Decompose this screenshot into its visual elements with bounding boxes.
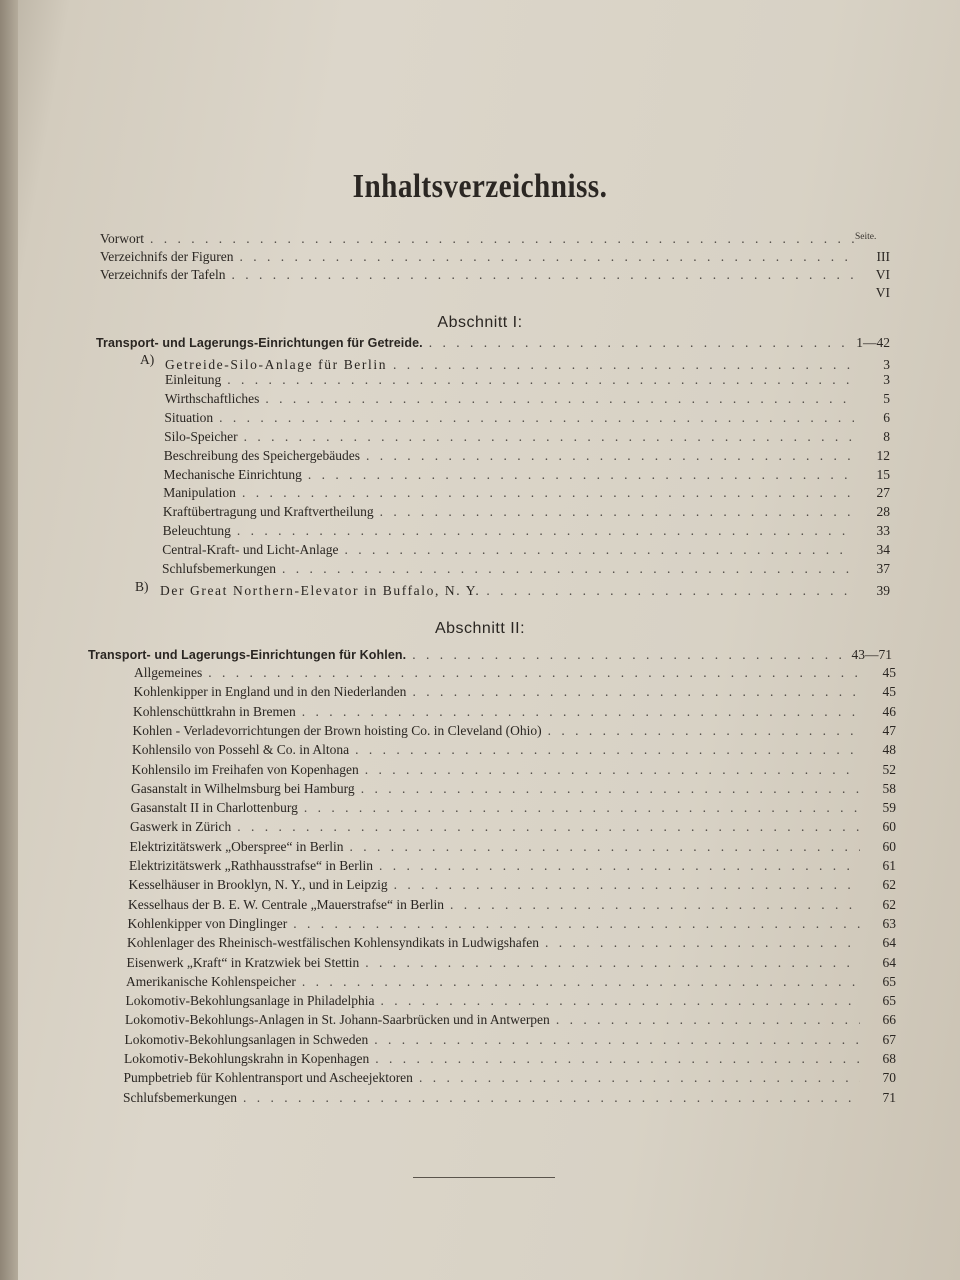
toc-entry-page: 58 [882, 780, 896, 796]
seite-label: Seite. [855, 232, 877, 242]
toc-entry-page: 71 [882, 1089, 896, 1105]
toc-entry-vorwort [100, 230, 890, 248]
toc-entry-page: 45 [882, 665, 896, 680]
toc-entry-page: VI [875, 267, 890, 282]
toc-entry [126, 992, 897, 1010]
toc-entry [162, 560, 890, 578]
toc-entry-page: 34 [876, 542, 890, 558]
toc-entry [133, 703, 896, 721]
leader-dots [412, 646, 845, 664]
toc-entry [132, 741, 896, 759]
toc-entry-page: 60 [882, 819, 896, 835]
toc-entry [126, 973, 896, 991]
toc-entry-label: Kraftübertragung und Kraftvertheilung [162, 504, 374, 520]
toc-entry-label: Einleitung [165, 372, 222, 387]
leader-dots [486, 582, 854, 600]
toc-entry-page: VI [875, 285, 890, 300]
leader-dots [302, 973, 860, 991]
closing-rule [413, 1177, 555, 1178]
leader-dots [227, 371, 854, 389]
leader-dots [361, 780, 860, 798]
toc-entry-label: Situation [164, 409, 214, 425]
leader-dots [450, 896, 860, 914]
toc-entry-tafeln-page [100, 284, 890, 302]
toc-entry-tafeln [100, 266, 890, 284]
leader-dots [304, 799, 860, 817]
toc-entry-label: Lokomotiv-Bekohlungsanlagen in Schweden [124, 1031, 369, 1047]
leader-dots [244, 428, 854, 446]
leader-dots [355, 741, 860, 759]
leader-dots [237, 818, 860, 836]
leader-dots [232, 266, 855, 284]
toc-entry-page: 33 [876, 523, 890, 539]
section-2-title: Transport- und Lagerungs-Einrichtungen für Kohlen. [88, 648, 407, 662]
toc-entry [128, 896, 896, 914]
toc-entry [127, 934, 896, 952]
leader-dots [375, 1050, 860, 1068]
toc-entry [130, 838, 897, 856]
toc-entry [134, 683, 897, 701]
leader-dots [548, 722, 860, 740]
toc-entry-page: 62 [882, 896, 896, 912]
toc-entry-label: Vorwort [100, 231, 145, 246]
leader-dots [374, 1031, 860, 1049]
toc-entry-label: Kesselhäuser in Brooklyn, N. Y., und in Leipzig [128, 877, 388, 893]
subsection-a-title: Getreide-Silo-Anlage für Berlin [165, 357, 388, 372]
toc-entry-page: 65 [882, 973, 896, 989]
leader-dots [242, 484, 854, 502]
leader-dots [282, 560, 854, 578]
section-heading-1: Abschnitt I: [437, 314, 523, 331]
section-1-title-row [96, 334, 890, 352]
toc-entry-page: 61 [882, 858, 896, 873]
toc-entry-label: Lokomotiv-Bekohlungsanlage in Philadelphia [125, 993, 375, 1009]
toc-entry-label: Lokomotiv-Bekohlungskrahn in Kopenhagen [124, 1051, 370, 1066]
leader-dots [379, 857, 860, 875]
leader-dots [380, 503, 854, 521]
toc-entry [125, 1031, 897, 1049]
leader-dots [293, 915, 860, 933]
subsection-b-marker: B) [135, 579, 149, 594]
toc-entry-label: Kesselhaus der B. E. W. Centrale „Mauerstrafse“ in Berlin [128, 896, 445, 912]
leader-dots [380, 992, 860, 1010]
toc-entry-page: 8 [883, 428, 890, 444]
toc-entry-page: 28 [876, 504, 890, 520]
toc-entry-label: Central-Kraft- und Licht-Anlage [162, 542, 339, 558]
toc-entry [133, 722, 897, 740]
leader-dots [545, 934, 860, 952]
toc-entry [134, 664, 896, 682]
toc-entry-page: 68 [882, 1051, 896, 1066]
toc-entry-label: Gasanstalt in Wilhelmsburg bei Hamburg [131, 780, 355, 796]
leader-dots [344, 541, 854, 559]
toc-entry [128, 915, 897, 933]
toc-entry-page: 65 [882, 993, 896, 1009]
toc-entry [163, 522, 890, 540]
leader-dots [150, 230, 854, 248]
toc-entry-label: Kohlenschüttkrahn in Bremen [133, 703, 296, 719]
toc-entry [123, 1089, 896, 1107]
toc-entry [164, 466, 891, 484]
toc-entry-page: 59 [882, 800, 896, 816]
toc-entry-label: Beleuchtung [162, 523, 231, 539]
toc-entry [164, 409, 890, 427]
toc-entry-page: 47 [882, 722, 896, 738]
toc-entry-label: Silo-Speicher [164, 428, 238, 444]
toc-entry [131, 780, 896, 798]
toc-entry-page: 45 [882, 684, 896, 700]
toc-entry-label: Wirthschaftliches [164, 390, 260, 406]
leader-dots [265, 390, 854, 408]
toc-entry-label: Verzeichnifs der Figuren [100, 249, 234, 264]
toc-entry-page: 67 [882, 1031, 896, 1047]
section-2-title-row [88, 646, 892, 664]
toc-entry-page: 64 [882, 935, 896, 951]
toc-entry-page: 52 [882, 761, 896, 777]
toc-entry-label: Schlufsbemerkungen [123, 1089, 237, 1105]
toc-entry-page: 70 [882, 1070, 896, 1086]
toc-entry-page: 60 [882, 838, 896, 854]
toc-entry [165, 390, 890, 408]
toc-entry-label: Schlufsbemerkungen [162, 561, 276, 576]
toc-entry-page: 3 [883, 372, 890, 387]
toc-entry-label: Kohlensilo von Possehl & Co. in Altona [132, 742, 350, 758]
toc-entry-label: Manipulation [163, 485, 236, 501]
toc-entry-page: 62 [882, 877, 896, 893]
toc-entry-page: 15 [876, 466, 890, 482]
toc-entry-label: Lokomotiv-Bekohlungs-Anlagen in St. Johann-Saarbrücken und in Antwerpen [125, 1012, 550, 1028]
leader-dots [366, 447, 854, 465]
toc-entry [127, 954, 897, 972]
toc-entry-label: Eisenwerk „Kraft“ in Kratzwiek bei Stettin [126, 954, 360, 970]
toc-entry-page: 37 [876, 561, 890, 576]
toc-entry-label: Gaswerk in Zürich [130, 819, 232, 835]
subsection-b-title: Der Great Northern-Elevator in Buffalo, N. Y. [160, 583, 481, 598]
leader-dots [394, 876, 860, 894]
toc-entry-label: Kohlen - Verladevorrichtungen der Brown hoisting Co. in Cleveland (Ohio) [132, 722, 542, 738]
page-binding-edge [0, 0, 18, 1280]
toc-entry [131, 799, 897, 817]
toc-entry-page: 46 [882, 703, 896, 719]
toc-entry-page: 64 [882, 954, 896, 970]
toc-entry-label: Allgemeines [134, 665, 203, 680]
toc-entry-figuren [100, 248, 890, 266]
toc-entry-label: Elektrizitätswerk „Oberspree“ in Berlin [129, 838, 344, 854]
leader-dots [556, 1011, 860, 1029]
toc-entry-page: 12 [876, 447, 890, 463]
leader-dots [237, 522, 854, 540]
toc-entry [130, 818, 896, 836]
leader-dots [302, 703, 860, 721]
subsection-a-marker: A) [140, 352, 155, 367]
toc-entry-label: Kohlenkipper von Dinglinger [127, 915, 288, 931]
toc-entry [129, 857, 896, 875]
toc-entry-label: Beschreibung des Speichergebäudes [163, 447, 360, 463]
toc-entry-page: III [876, 249, 890, 264]
toc-entry-page: 48 [882, 742, 896, 758]
toc-entry [164, 428, 890, 446]
leader-dots [365, 954, 860, 972]
leader-dots [239, 248, 854, 266]
toc-entry-label: Mechanische Einrichtung [163, 466, 302, 482]
toc-entry [163, 503, 890, 521]
toc-entry-label: Pumpbetrieb für Kohlentransport und Ascheejektoren [123, 1070, 413, 1086]
leader-dots [219, 409, 854, 427]
section-1-title: Transport- und Lagerungs-Einrichtungen für Getreide. [96, 336, 423, 350]
toc-entry-label: Kohlensilo im Freihafen von Kopenhagen [131, 761, 359, 777]
toc-entry-label: Gasanstalt II in Charlottenburg [130, 800, 298, 816]
toc-entry [165, 371, 890, 389]
toc-entry-label: Kohlenkipper in England und in den Niederlanden [133, 684, 407, 700]
toc-entry-page: 5 [883, 390, 890, 406]
subsection-b-row [160, 582, 890, 600]
toc-entry-page: 63 [882, 915, 896, 931]
toc-entry [163, 484, 890, 502]
toc-entry-page: 66 [882, 1012, 896, 1028]
leader-dots [429, 334, 851, 352]
leader-dots [350, 838, 860, 856]
toc-entry-label: Elektrizitätswerk „Rathhausstrafse“ in Berlin [129, 858, 374, 873]
leader-dots [243, 1089, 860, 1107]
page-title: Inhaltsverzeichniss. [352, 168, 608, 205]
leader-dots [419, 1069, 860, 1087]
toc-entry-page: 6 [883, 409, 890, 425]
toc-entry-label: Verzeichnifs der Tafeln [100, 267, 226, 282]
toc-entry [132, 761, 897, 779]
leader-dots [208, 664, 860, 682]
toc-entry [129, 876, 897, 894]
leader-dots [412, 683, 860, 701]
leader-dots [365, 761, 860, 779]
section-1-pages: 1—42 [856, 335, 890, 350]
toc-entry-page: 27 [876, 485, 890, 501]
leader-dots [308, 466, 854, 484]
toc-entry-label: Amerikanische Kohlenspeicher [126, 973, 296, 989]
toc-entry [164, 447, 890, 465]
subsection-a-page: 3 [883, 357, 890, 372]
section-2-pages: 43—71 [851, 647, 892, 662]
toc-entry-label: Kohlenlager des Rheinisch-westfälischen Kohlensyndikats in Ludwigshafen [127, 935, 540, 951]
subsection-b-page: 39 [876, 583, 890, 598]
toc-entry [125, 1011, 896, 1029]
section-heading-2: Abschnitt II: [434, 620, 526, 637]
toc-entry [124, 1069, 897, 1087]
toc-entry [162, 541, 890, 559]
toc-entry [124, 1050, 896, 1068]
